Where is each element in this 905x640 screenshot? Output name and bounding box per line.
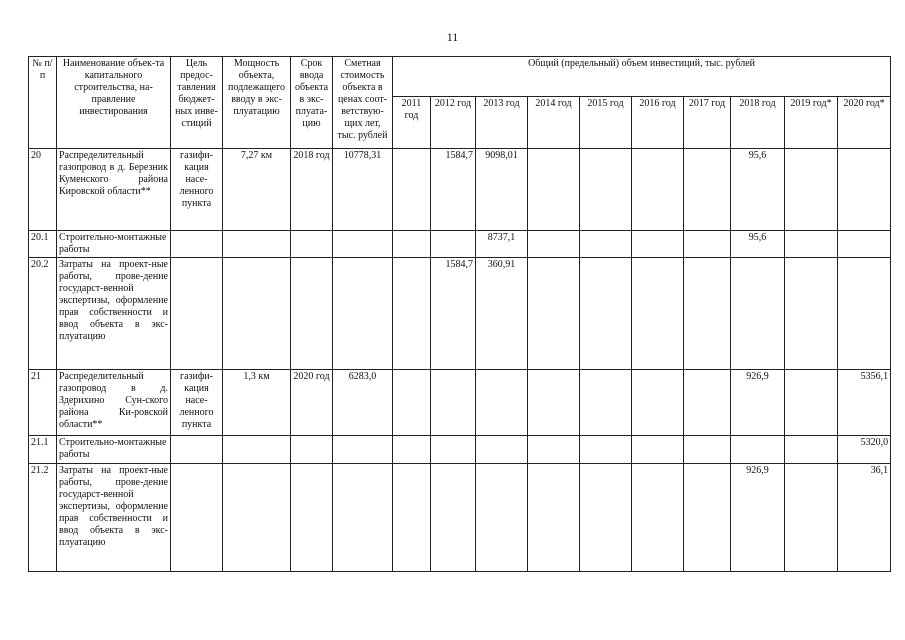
row-year-value [393,464,431,572]
row-name: Распределительный газопровод в д. Березник Куменского района Кировской области** [57,149,171,231]
row-year-value [632,436,684,464]
table-row [29,464,891,572]
row-year-value [838,258,891,370]
row-year-value [785,258,838,370]
row-cost [333,436,393,464]
row-year-value: 926,9 [731,370,785,436]
row-year-value: 1584,7 [431,149,476,231]
row-year-value: 5356,1 [838,370,891,436]
year-header: 2012 год [431,97,476,149]
row-goal [171,464,223,572]
row-goal [171,231,223,258]
year-header: 2014 год [528,97,580,149]
row-year-value [431,370,476,436]
row-year-value [431,464,476,572]
row-year-value [731,258,785,370]
year-header: 2020 год* [838,97,891,149]
row-name: Строительно-монтажные работы [57,436,171,464]
row-cost [333,231,393,258]
row-year-value: 95,6 [731,231,785,258]
row-year-value [632,149,684,231]
row-cost: 10778,31 [333,149,393,231]
year-header: 2011 год [393,97,431,149]
year-header: 2019 год* [785,97,838,149]
header-num: № п/п [29,57,57,149]
row-num: 20.2 [29,258,57,370]
row-term: 2018 год [291,149,333,231]
year-header: 2018 год [731,97,785,149]
row-year-value [580,231,632,258]
row-cost [333,258,393,370]
table-row [29,258,891,370]
row-goal [171,436,223,464]
row-year-value: 8737,1 [476,231,528,258]
row-num: 20 [29,149,57,231]
row-year-value [580,149,632,231]
row-capacity [223,231,291,258]
row-year-value [580,370,632,436]
year-header: 2013 год [476,97,528,149]
row-num: 21.1 [29,436,57,464]
row-goal: газифи-кация насе-ленного пункта [171,149,223,231]
header-term: Срок ввода объекта в экс-плуата-цию [291,57,333,149]
year-header: 2015 год [580,97,632,149]
row-term [291,258,333,370]
row-year-value [684,464,731,572]
row-year-value [785,464,838,572]
header-name: Наименование объек-та капитального строительства, на-правление инвестирования [57,57,171,149]
table-row [29,149,891,231]
row-name: Распределительный газопровод в д. Здерихино Сун-ского района Ки-ровской области** [57,370,171,436]
row-year-value [785,231,838,258]
row-term [291,464,333,572]
row-capacity [223,436,291,464]
row-year-value [684,258,731,370]
row-year-value [632,258,684,370]
row-capacity [223,464,291,572]
row-num: 20.1 [29,231,57,258]
row-goal: газифи-кация насе-ленного пункта [171,370,223,436]
table-row [29,436,891,464]
row-year-value: 926,9 [731,464,785,572]
row-year-value: 9098,01 [476,149,528,231]
table-row [29,231,891,258]
row-year-value [684,436,731,464]
row-name: Затраты на проект-ные работы, прове-дение государст-венной экспертизы, оформление прав собственности и ввод объекта в экс-плуатацию [57,464,171,572]
row-year-value [393,370,431,436]
row-num: 21.2 [29,464,57,572]
row-year-value [528,370,580,436]
row-year-value: 360,91 [476,258,528,370]
row-year-value [684,231,731,258]
row-year-value [580,464,632,572]
row-year-value [528,149,580,231]
header-capacity: Мощность объекта, подлежащего вводу в экс-плуатацию [223,57,291,149]
header-goal: Цель предос-тавления бюджет-ных инве-стиций [171,57,223,149]
table-row [29,370,891,436]
row-name: Затраты на проект-ные работы, прове-дение государст-венной экспертизы, оформление прав собственности и ввод объекта в экс-плуатацию [57,258,171,370]
row-cost: 6283,0 [333,370,393,436]
row-cost [333,464,393,572]
year-header: 2016 год [632,97,684,149]
row-year-value [684,370,731,436]
row-year-value [528,436,580,464]
page-number: 11 [446,30,459,44]
row-year-value [431,436,476,464]
row-year-value [393,258,431,370]
row-term: 2020 год [291,370,333,436]
row-capacity: 7,27 км [223,149,291,231]
row-year-value [528,231,580,258]
header-cost: Сметная стоимость объекта в ценах соот-ветствую-щих лет, тыс. рублей [333,57,393,149]
row-year-value [785,436,838,464]
row-year-value [632,231,684,258]
year-header: 2017 год [684,97,731,149]
row-year-value [632,464,684,572]
row-year-value [393,149,431,231]
row-year-value: 36,1 [838,464,891,572]
row-year-value: 5320,0 [838,436,891,464]
row-year-value: 1584,7 [431,258,476,370]
row-goal [171,258,223,370]
row-year-value [580,258,632,370]
row-term [291,231,333,258]
row-capacity [223,258,291,370]
row-year-value [476,464,528,572]
row-year-value [838,149,891,231]
row-capacity: 1,3 км [223,370,291,436]
row-num: 21 [29,370,57,436]
row-year-value [431,231,476,258]
row-year-value [476,370,528,436]
investment-table [28,56,891,572]
row-year-value [684,149,731,231]
row-year-value [838,231,891,258]
row-year-value [528,464,580,572]
row-year-value: 95,6 [731,149,785,231]
header-invest: Общий (предельный) объем инвестиций, тыс. рублей [393,57,891,97]
row-term [291,436,333,464]
row-year-value [632,370,684,436]
row-year-value [393,231,431,258]
row-year-value [580,436,632,464]
row-year-value [528,258,580,370]
row-year-value [731,436,785,464]
row-year-value [785,149,838,231]
row-year-value [785,370,838,436]
row-year-value [476,436,528,464]
row-year-value [393,436,431,464]
row-name: Строительно-монтажные работы [57,231,171,258]
